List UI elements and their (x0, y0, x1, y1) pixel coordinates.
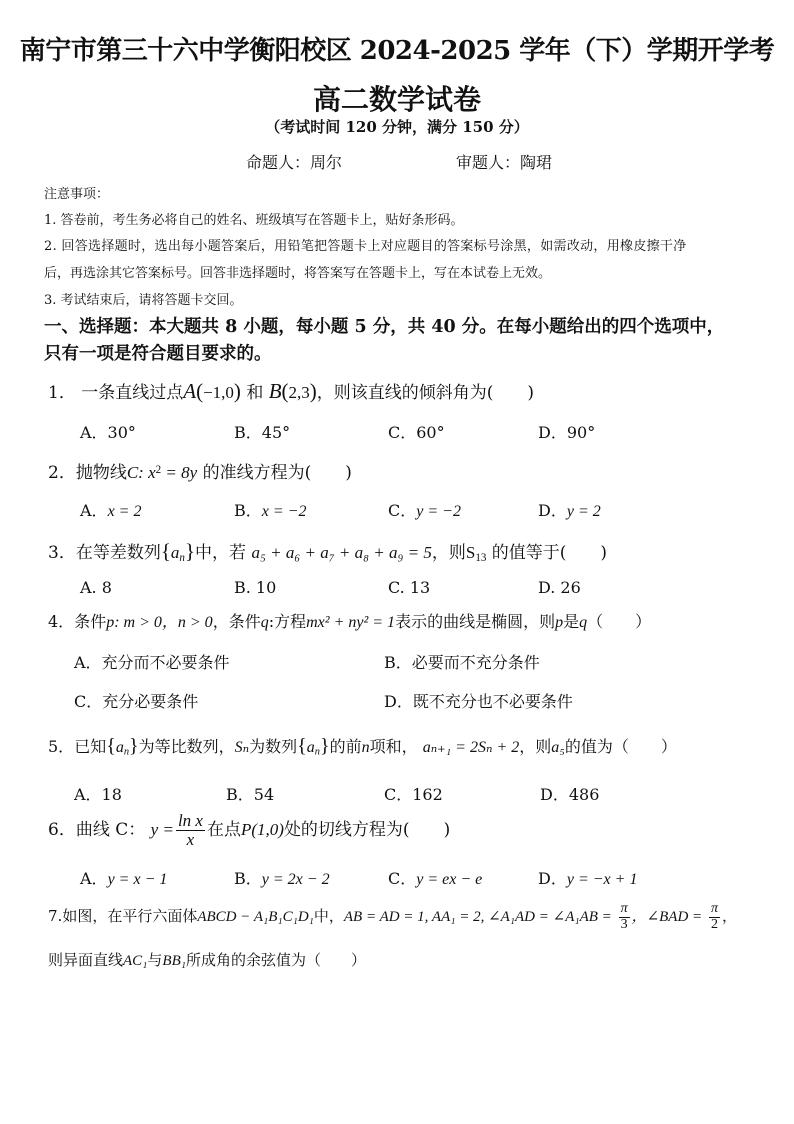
exam-title: 高二数学试卷 (312, 83, 481, 116)
note-item-1: 1. 答卷前，考生务必将自己的姓名、班级填写在答题卡上，贴好条形码。 (44, 213, 464, 228)
question-5: 5．已知$\{a_n\}$为等比数列，Sₙ为数列$\{a_n\}$的前n项和， aₙ₊₁ = 2Sₙ + 2，则a₅的值为（ ） (48, 735, 677, 758)
q1-option-b: B．45° (234, 423, 291, 442)
q6-option-c: C．y = ex − e (388, 869, 483, 888)
question-6: 6．曲线 C： y = $\frac{\text{ln x}}{x}$ 在点P(1,0)处的切线方程为( ) (48, 811, 451, 849)
note-item-2: 2. 回答选择题时，选出每小题答案后，用铅笔把答题卡上对应题目的答案标号涂黑，如需改动，用橡皮擦干净 (44, 239, 687, 254)
q1-option-d: D．90° (538, 423, 596, 442)
notes-heading: 注意事项： (44, 187, 110, 202)
question-7: 7.如图，在平行六面体ABCD − A₁B₁C₁D₁中，AB = AD = 1, AA₁ = 2, ∠A₁AD = ∠A₁AB = $\frac{\pi}{3}$ ，∠BAD = $\frac{\pi}{2}$ ， (48, 901, 737, 932)
q6-option-d: D．y = −x + 1 (538, 869, 638, 888)
q2-option-d: D．y = 2 (538, 501, 601, 520)
q1-option-a: A．30° (80, 423, 136, 442)
school-title: 南宁市第三十六中学衡阳校区 2024-2025 学年（下）学期开学考 (19, 36, 775, 66)
q6-option-b: B．y = 2x − 2 (234, 869, 330, 888)
q1-option-c: C．60° (388, 423, 445, 442)
q2-option-c: C．y = −2 (388, 501, 461, 520)
q3-option-a: A. 8 (80, 578, 112, 597)
q3-option-c: C. 13 (388, 578, 431, 597)
q5-option-d: D．486 (540, 785, 600, 804)
question-4: 4．条件p: m > 0，n > 0，条件q:方程mx² + ny² = 1表示的曲线是椭圆，则p是q（ ） (48, 612, 652, 631)
section-heading: 一、选择题：本大题共 8 小题，每小题 5 分，共 40 分。在每小题给出的四个选项中， (44, 317, 725, 337)
q4-option-a: A．充分而不必要条件 (74, 653, 230, 672)
q6-option-a: A．y = x − 1 (80, 869, 168, 888)
reviewer: 审题人：陶珺 (456, 153, 553, 172)
q3-option-d: D. 26 (538, 578, 581, 597)
q4-option-b: B．必要而不充分条件 (384, 653, 540, 672)
q4-option-d: D．既不充分也不必要条件 (384, 692, 573, 711)
question-3: 3．在等差数列$\{a_n\}$中，若 a₅ + a₆ + a₇ + a₈ + a₉ = 5，则$S_{13}$ 的值等于( ) (48, 539, 608, 564)
question-2: 2．抛物线C: $x^2 = 8y$ 的准线方程为( ) (48, 463, 352, 483)
q2-option-b: B．x = −2 (234, 501, 307, 520)
question-number: 1． (48, 383, 76, 403)
q2-option-a: A．x = 2 (80, 501, 142, 520)
question-1: 1． 一条直线过点A(−1,0) 和 B(2,3)，则该直线的倾斜角为( ) (48, 379, 535, 403)
q3-option-b: B. 10 (234, 578, 277, 597)
q5-option-b: B．54 (226, 785, 275, 804)
section-heading-cont: 只有一项是符合题目要求的。 (44, 344, 272, 364)
q4-option-c: C．充分必要条件 (74, 692, 199, 711)
proposer: 命题人：周尔 (246, 153, 343, 172)
note-item-2-cont: 后，再选涂其它答案标号。回答非选择题时，将答案写在答题卡上，写在本试卷上无效。 (44, 266, 552, 281)
question-7-cont: 则异面直线AC₁与BB₁所成角的余弦值为（ ） (48, 951, 366, 969)
note-item-3: 3. 考试结束后，请将答题卡交回。 (44, 293, 243, 308)
q5-option-c: C．162 (384, 785, 443, 804)
q5-option-a: A．18 (74, 785, 122, 804)
exam-info: （考试时间 120 分钟，满分 150 分） (265, 118, 529, 136)
